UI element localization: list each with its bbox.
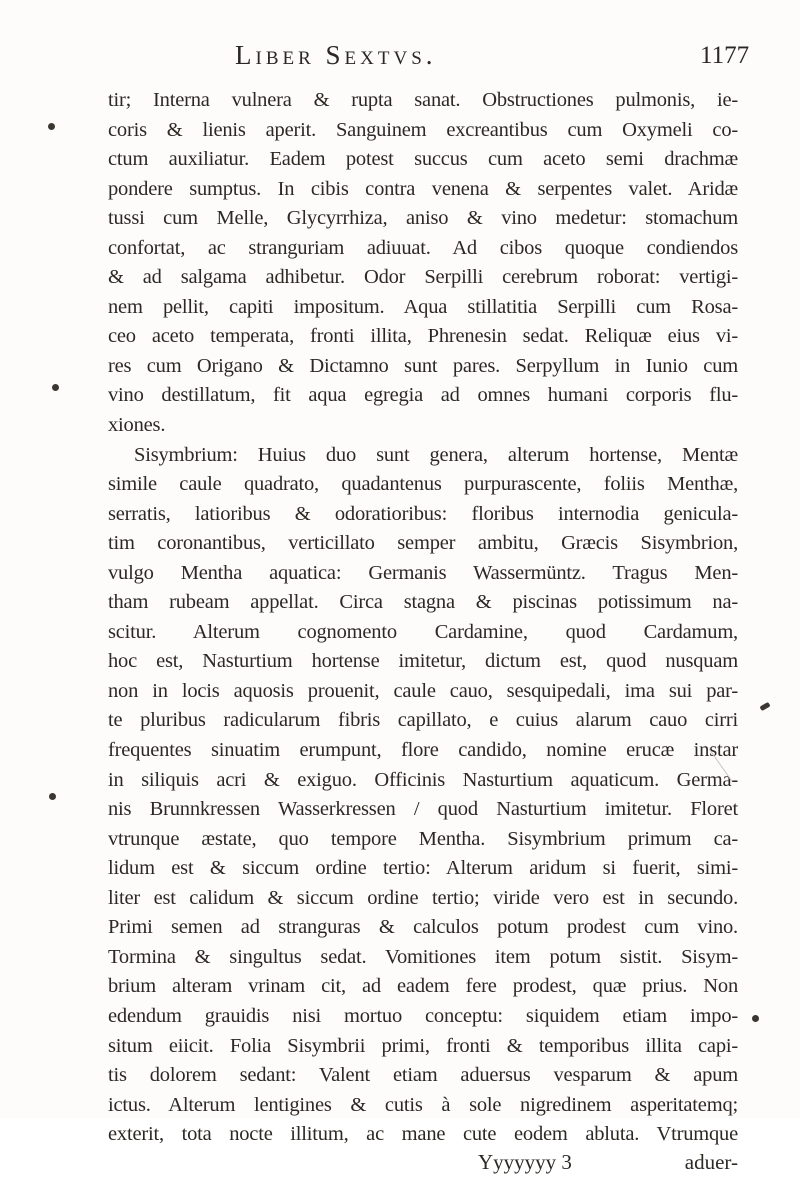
text-line: nem pellit, capiti impositum. Aqua stillatitia Serpilli cum Rosa-: [108, 295, 738, 318]
text-line: Sisymbrium: Huius duo sunt genera, alterum hortense, Mentæ: [134, 443, 738, 466]
text-line: vtrunque æstate, quo tempore Mentha. Sisymbrium primum ca-: [108, 827, 738, 850]
text-line: & ad salgama adhibetur. Odor Serpilli cerebrum roborat: vertigi-: [108, 266, 738, 289]
text-line: coris & lienis aperit. Sanguinem excreantibus cum Oxymeli co-: [108, 118, 738, 141]
text-line: situm eiicit. Folia Sisymbrii primi, fronti & temporibus illita capi-: [108, 1034, 738, 1057]
running-head-title: Liber Sextvs.: [235, 40, 437, 70]
text-line: Tormina & singultus sedat. Vomitiones item potum sistit. Sisym-: [108, 945, 738, 968]
text-line: hoc est, Nasturtium hortense imitetur, dictum est, quod nusquam: [108, 650, 738, 673]
margin-ink-mark: [759, 702, 770, 711]
margin-ink-dot: [48, 123, 55, 130]
text-line: lidum est & siccum ordine tertio: Alterum aridum si fuerit, simi-: [108, 857, 738, 880]
text-line: Primi semen ad stranguras & calculos potum prodest cum vino.: [108, 916, 738, 939]
text-line: res cum Origano & Dictamno sunt pares. Serpyllum in Iunio cum: [108, 354, 738, 377]
text-line: non in locis aquosis prouenit, caule cauo, sesquipedali, ima sui par-: [108, 679, 738, 702]
margin-ink-dot: [52, 384, 59, 391]
text-line: brium alteram vrinam cit, ad eadem fere prodest, quæ prius. Non: [108, 975, 738, 998]
text-line: frequentes sinuatim erumpunt, flore candido, nomine erucæ instar: [108, 739, 738, 762]
text-line: xiones.: [108, 414, 166, 437]
text-line: pondere sumptus. In cibis contra venena & serpentes valet. Aridæ: [108, 177, 738, 200]
text-line: tis dolorem sedant: Valent etiam aduersus vesparum & apum: [108, 1064, 738, 1087]
text-line: confortat, ac stranguriam adiuuat. Ad cibos quoque condiendos: [108, 236, 738, 259]
text-line: te pluribus radicularum fibris capillato, e cuius alarum cauo cirri: [108, 709, 738, 732]
signature-mark: Yyyyyyy 3: [478, 1149, 572, 1174]
text-line: tussi cum Melle, Glycyrrhiza, aniso & vino medetur: stomachum: [108, 207, 738, 230]
catchword: aduer-: [684, 1149, 738, 1174]
margin-ink-dot: [49, 793, 56, 800]
text-line: ceo aceto temperata, fronti illita, Phrenesin sedat. Reliquæ eius vi-: [108, 325, 738, 348]
text-line: simile caule quadrato, quadantenus purpurascente, foliis Menthæ,: [108, 473, 738, 496]
text-line: scitur. Alterum cognomento Cardamine, quod Cardamum,: [108, 620, 738, 643]
text-line: vino destillatum, fit aqua egregia ad omnes humani corporis flu-: [108, 384, 738, 407]
text-line: tim coronantibus, verticillato semper ambitu, Græcis Sisymbrion,: [108, 532, 738, 555]
text-line: serratis, latioribus & odoratioribus: floribus internodia genicula-: [108, 502, 738, 525]
text-line: tham rubeam appellat. Circa stagna & piscinas potissimum na-: [108, 591, 738, 614]
text-line: tir; Interna vulnera & rupta sanat. Obstructiones pulmonis, ie-: [108, 89, 738, 111]
text-line: ictus. Alterum lentigines & cutis à sole nigredinem asperitatemq;: [108, 1093, 738, 1116]
text-line: in siliquis acri & exiguo. Officinis Nasturtium aquaticum. Germa-: [108, 768, 738, 791]
page-number: 1177: [700, 42, 750, 69]
text-line: nis Brunnkressen Wasserkressen / quod Nasturtium imitetur. Floret: [108, 798, 738, 821]
margin-ink-dot: [752, 1015, 759, 1022]
running-head: [0, 40, 800, 80]
text-line: edendum grauidis nisi mortuo conceptu: siquidem etiam impo-: [108, 1004, 738, 1027]
text-line: vulgo Mentha aquatica: Germanis Wassermüntz. Tragus Men-: [108, 561, 738, 584]
catchline: [108, 1150, 738, 1180]
text-line: liter est calidum & siccum ordine tertio; viride vero est in secundo.: [108, 886, 738, 909]
text-line: ctum auxiliatur. Eadem potest succus cum aceto semi drachmæ: [108, 148, 738, 171]
body-text: [108, 86, 738, 1180]
text-line: exterit, tota nocte illitum, ac mane cute eodem abluta. Vtrumque: [108, 1123, 738, 1146]
